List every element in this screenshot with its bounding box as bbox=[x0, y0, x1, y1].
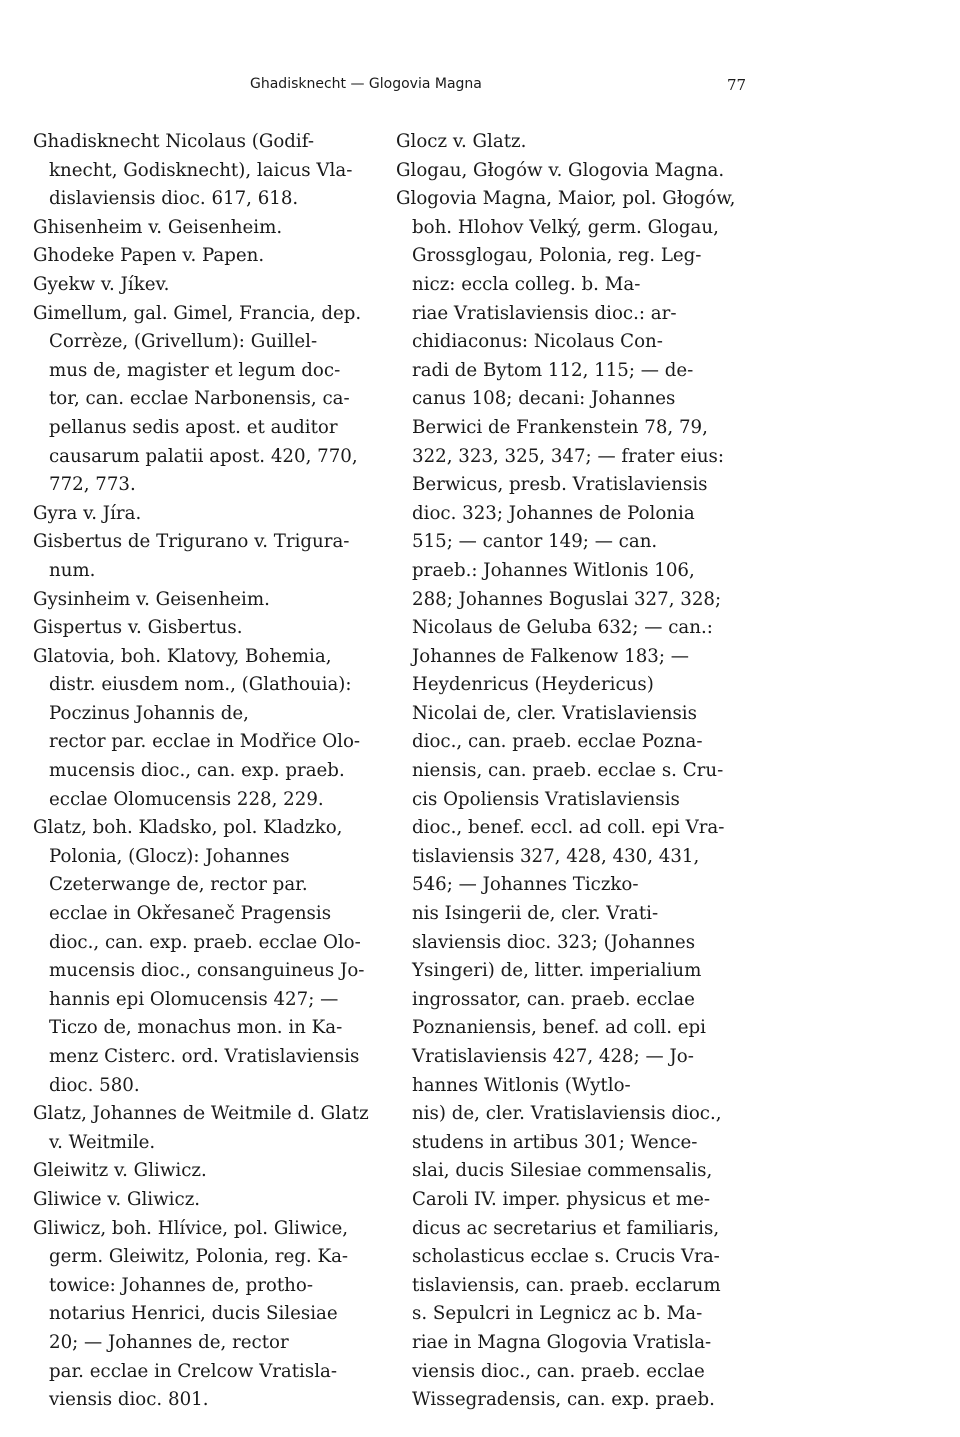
text-line: Berwici de Frankenstein 78, 79, bbox=[412, 416, 708, 438]
text-line: Corrèze, (Grivellum): Guillel- bbox=[49, 331, 318, 353]
text-line: Gleiwitz v. Gliwicz. bbox=[33, 1160, 207, 1182]
right-column bbox=[396, 128, 776, 1415]
text-line: tislaviensis 327, 428, 430, 431, bbox=[412, 845, 700, 867]
text-line: Poznaniensis, benef. ad coll. epi bbox=[412, 1017, 706, 1039]
text-line: distr. eiusdem nom., (Glathouia): bbox=[49, 674, 352, 696]
text-line: Gysinheim v. Geisenheim. bbox=[33, 588, 270, 610]
text-line: hannis epi Olomucensis 427; — bbox=[49, 988, 339, 1010]
text-line: causarum palatii apost. 420, 770, bbox=[49, 445, 358, 467]
text-line: Berwicus, presb. Vratislaviensis bbox=[412, 474, 708, 496]
text-line: hannes Witlonis (Wytlo- bbox=[412, 1074, 631, 1096]
text-line: riae in Magna Glogovia Vratisla- bbox=[412, 1331, 712, 1353]
text-line: notarius Henrici, ducis Silesiae bbox=[49, 1303, 338, 1325]
text-line: Gyekw v. Jíkev. bbox=[33, 273, 170, 295]
text-line: Wissegradensis, can. exp. praeb. bbox=[412, 1389, 715, 1411]
text-line: 546; — Johannes Ticzko- bbox=[412, 874, 639, 896]
text-line: 515; — cantor 149; — can. bbox=[412, 531, 658, 553]
text-line: knecht, Godisknecht), laicus Vla- bbox=[49, 159, 353, 181]
text-line: Johannes de Falkenow 183; — bbox=[412, 645, 689, 667]
text-line: tislaviensis, can. praeb. ecclarum bbox=[412, 1274, 721, 1296]
text-line: Poczinus Johannis de, bbox=[49, 702, 249, 724]
text-line: pellanus sedis apost. et auditor bbox=[49, 416, 338, 438]
text-line: Gliwicz, boh. Hlívice, pol. Gliwice, bbox=[33, 1217, 349, 1239]
text-line: Ysingeri) de, litter. imperialium bbox=[412, 960, 702, 982]
text-line: Czeterwange de, rector par. bbox=[49, 874, 308, 896]
text-line: Heydenricus (Heydericus) bbox=[412, 674, 654, 696]
text-line: Glogau, Głogów v. Glogovia Magna. bbox=[396, 159, 725, 181]
text-line: Polonia, (Glocz): Johannes bbox=[49, 845, 290, 867]
page-number: 77 bbox=[727, 76, 747, 94]
text-line: Glocz v. Glatz. bbox=[396, 131, 527, 152]
text-line: viensis dioc. 801. bbox=[49, 1389, 209, 1411]
text-line: Gyra v. Jíra. bbox=[33, 502, 142, 524]
text-line: v. Weitmile. bbox=[49, 1131, 156, 1153]
text-line: cis Opoliensis Vratislaviensis bbox=[412, 788, 680, 810]
text-line: par. ecclae in Crelcow Vratisla- bbox=[49, 1360, 338, 1382]
text-line: 322, 323, 325, 347; — frater eius: bbox=[412, 445, 724, 467]
text-line: radi de Bytom 112, 115; — de- bbox=[412, 359, 694, 381]
left-column bbox=[33, 128, 398, 1415]
text-line: mucensis dioc., can. exp. praeb. bbox=[49, 760, 345, 782]
text-line: boh. Hlohov Velký, germ. Glogau, bbox=[412, 216, 719, 238]
text-line: Glogovia Magna, Maior, pol. Głogów, bbox=[396, 188, 736, 210]
text-line: Grossglogau, Polonia, reg. Leg- bbox=[412, 245, 702, 267]
text-line: Gimellum, gal. Gimel, Francia, dep. bbox=[33, 302, 362, 324]
text-line: nis) de, cler. Vratislaviensis dioc., bbox=[412, 1103, 722, 1125]
text-line: dioc., benef. eccl. ad coll. epi Vra- bbox=[412, 817, 725, 839]
text-line: dioc. 323; Johannes de Polonia bbox=[412, 502, 695, 524]
text-line: Glatovia, boh. Klatovy, Bohemia, bbox=[33, 645, 332, 667]
text-line: menz Cisterc. ord. Vratislaviensis bbox=[49, 1046, 360, 1067]
text-line: canus 108; decani: Johannes bbox=[412, 388, 676, 410]
page-header bbox=[0, 76, 960, 98]
text-line: Ghodeke Papen v. Papen. bbox=[33, 245, 265, 267]
running-head: Ghadisknecht — Glogovia Magna bbox=[250, 76, 482, 92]
text-line: 288; Johannes Boguslai 327, 328; bbox=[412, 588, 722, 610]
text-line: Ghisenheim v. Geisenheim. bbox=[33, 216, 283, 238]
text-line: praeb.: Johannes Witlonis 106, bbox=[412, 559, 695, 581]
text-line: mucensis dioc., consanguineus Jo- bbox=[49, 960, 365, 982]
text-line: Vratislaviensis 427, 428; — Jo- bbox=[412, 1046, 694, 1067]
text-line: num. bbox=[49, 559, 96, 581]
text-line: Ticzo de, monachus mon. in Ka- bbox=[49, 1017, 343, 1039]
text-line: rector par. ecclae in Modřice Olo- bbox=[49, 731, 361, 753]
text-line: ecclae Olomucensis 228, 229. bbox=[49, 788, 324, 810]
text-line: viensis dioc., can. praeb. ecclae bbox=[412, 1360, 705, 1382]
text-line: Nicolaus de Geluba 632; — can.: bbox=[412, 617, 713, 639]
text-line: 20; — Johannes de, rector bbox=[49, 1331, 289, 1353]
text-line: Gisbertus de Triguranо v. Trigura- bbox=[33, 531, 350, 553]
text-line: ecclae in Okřesaneč Pragensis bbox=[49, 903, 332, 925]
text-line: dioc., can. exp. praeb. ecclae Olo- bbox=[49, 931, 361, 953]
text-line: Nicolai de, cler. Vratislaviensis bbox=[412, 702, 697, 724]
text-line: slaviensis dioc. 323; (Johannes bbox=[412, 931, 696, 953]
text-line: Caroli IV. imper. physicus et me- bbox=[412, 1188, 711, 1210]
text-line: Gliwice v. Gliwicz. bbox=[33, 1188, 201, 1210]
text-line: towice: Johannes de, protho- bbox=[49, 1274, 313, 1296]
text-line: mus de, magister et legum doc- bbox=[49, 359, 341, 381]
text-line: dioc., can. praeb. ecclae Pozna- bbox=[412, 731, 703, 753]
text-line: tor, can. ecclae Narbonensis, ca- bbox=[49, 388, 350, 410]
text-line: scholasticus ecclae s. Crucis Vra- bbox=[412, 1246, 720, 1268]
text-line: nicz: eccla colleg. b. Ma- bbox=[412, 273, 641, 295]
text-line: chidiaconus: Nicolaus Con- bbox=[412, 331, 663, 353]
text-line: Ghadisknecht Nicolaus (Godif- bbox=[33, 131, 314, 152]
text-line: studens in artibus 301; Wence- bbox=[412, 1131, 698, 1153]
text-line: dioc. 580. bbox=[49, 1074, 140, 1096]
text-line: ingrossator, can. praeb. ecclae bbox=[412, 988, 695, 1010]
text-line: riae Vratislaviensis dioc.: ar- bbox=[412, 302, 677, 324]
text-line: s. Sepulcri in Legnicz ac b. Ma- bbox=[412, 1303, 703, 1325]
text-line: Gispertus v. Gisbertus. bbox=[33, 617, 243, 639]
text-line: Glatz, boh. Kladsko, pol. Kladzko, bbox=[33, 817, 343, 839]
text-line: nis Isingerii de, cler. Vrati- bbox=[412, 903, 659, 925]
text-line: slai, ducis Silesiae commensalis, bbox=[412, 1160, 713, 1182]
text-line: niensis, can. praeb. ecclae s. Cru- bbox=[412, 760, 724, 782]
text-line: dislaviensis dioc. 617, 618. bbox=[49, 188, 299, 210]
text-line: Glatz, Johannes de Weitmile d. Glatz bbox=[33, 1103, 369, 1125]
text-line: 772, 773. bbox=[49, 474, 136, 496]
text-line: germ. Gleiwitz, Polonia, reg. Ka- bbox=[49, 1246, 349, 1268]
text-line: dicus ac secretarius et familiaris, bbox=[412, 1217, 720, 1239]
